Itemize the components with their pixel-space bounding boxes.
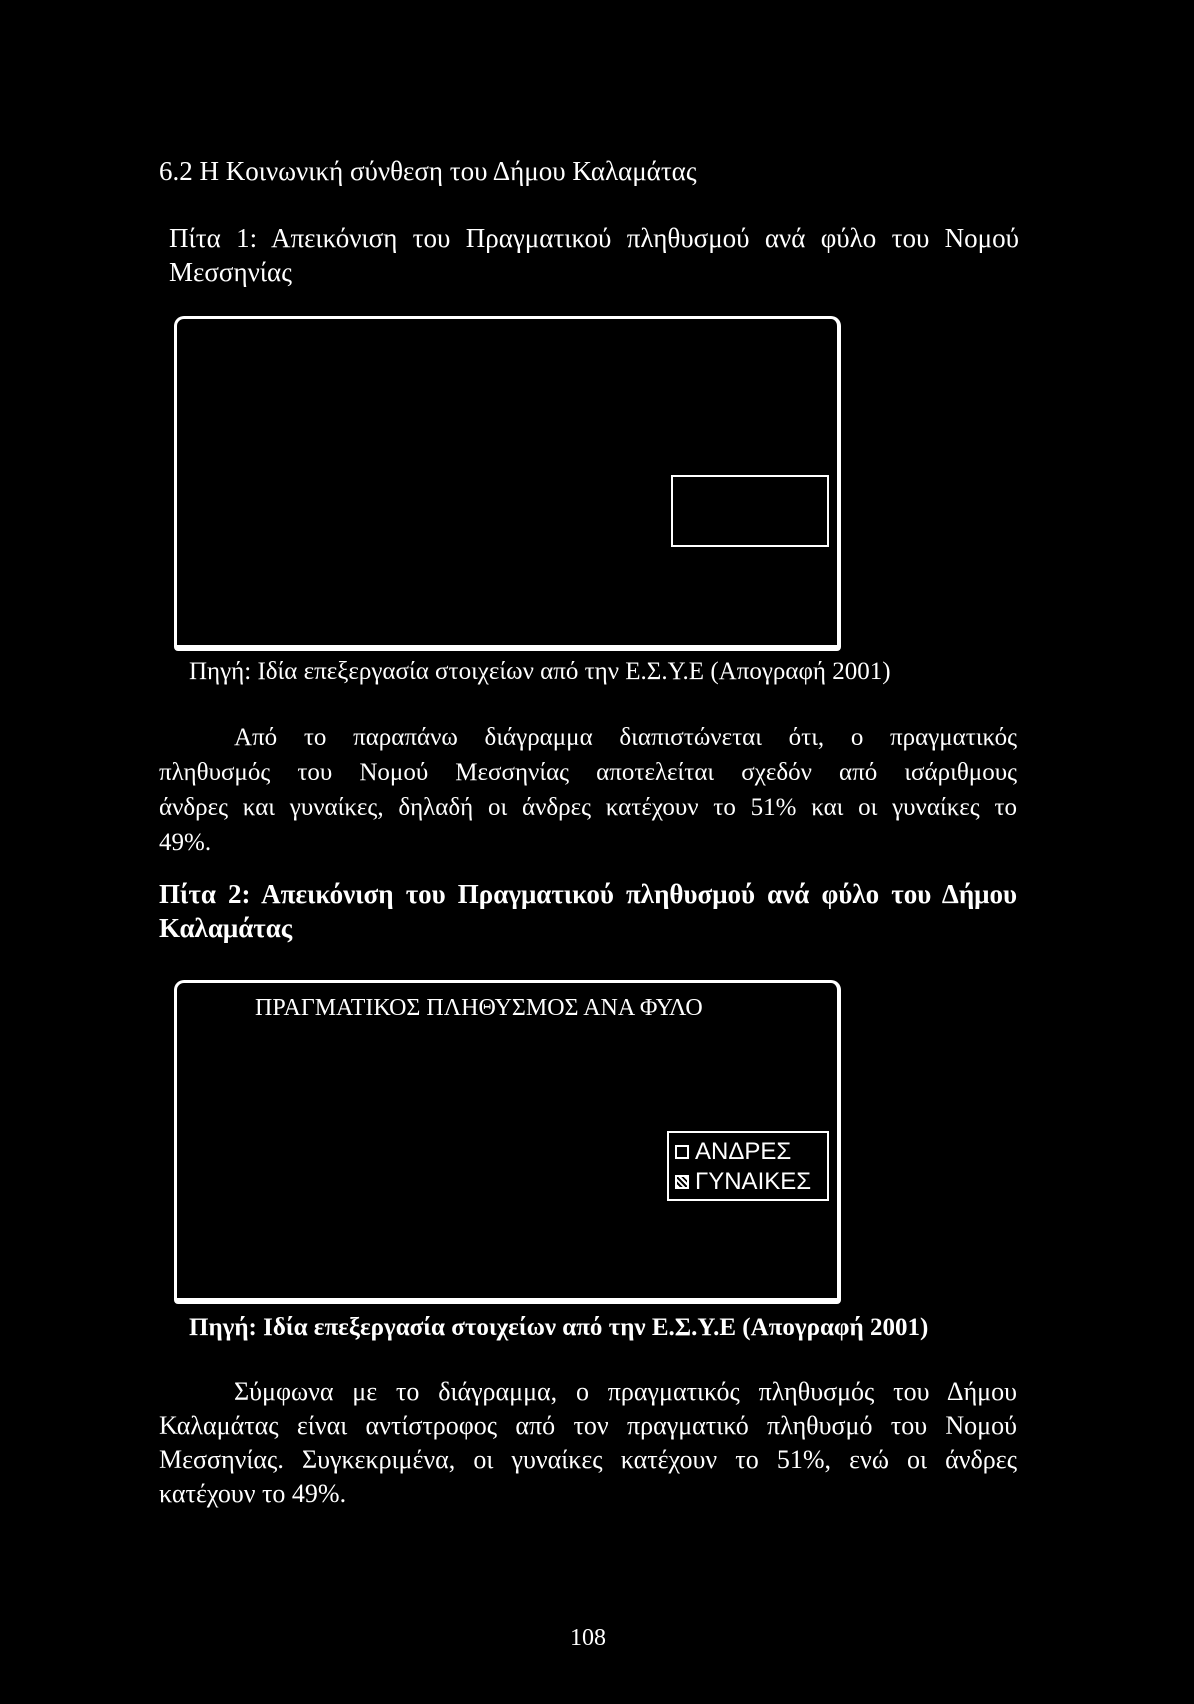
chart2-caption-line1: Πίτα 2: Απεικόνιση του Πραγματικού πληθυσμού ανά φύλο του Δήμου — [159, 879, 1017, 909]
chart1-caption-line1: Πίτα 1: Απεικόνιση του Πραγματικού πληθυσμού ανά φύλο του Νομού — [169, 223, 1019, 253]
paragraph-2-line3: Μεσσηνίας. Συγκεκριμένα, οι γυναίκες κατέχουν το 51%, ενώ οι άνδρες — [159, 1445, 1017, 1474]
legend-label-women: ΓΥΝΑΙΚΕΣ — [695, 1168, 812, 1195]
paragraph-2 — [159, 1375, 1017, 1511]
chart2-title: ΠΡΑΓΜΑΤΙΚΟΣ ΠΛΗΘΥΣΜΟΣ ΑΝΑ ΦΥΛΟ — [255, 995, 703, 1021]
chart1-legend-box — [671, 475, 829, 547]
paragraph-2-line1: Σύμφωνα με το διάγραμμα, ο πραγματικός πληθυσμός του Δήμου — [234, 1377, 1017, 1406]
legend-swatch-women — [675, 1175, 689, 1189]
paragraph-1 — [159, 720, 1017, 860]
chart1-frame — [174, 316, 841, 651]
chart2-source: Πηγή: Ιδία επεξεργασία στοιχείων από την Ε.Σ.Υ.Ε (Απογραφή 2001) — [189, 1314, 929, 1341]
legend-item-men — [669, 1137, 827, 1167]
paragraph-1-line3: άνδρες και γυναίκες, δηλαδή οι άνδρες κατέχουν το 51% και οι γυναίκες το — [159, 794, 1017, 821]
chart2-caption-line2: Καλαμάτας — [159, 913, 293, 943]
page-number: 108 — [570, 1625, 606, 1651]
paragraph-2-line2: Καλαμάτας είναι αντίστροφος από τον πραγματικό πληθυσμό του Νομού — [159, 1411, 1017, 1440]
chart2-frame — [174, 980, 841, 1304]
paragraph-1-line2: πληθυσμός του Νομού Μεσσηνίας αποτελείται σχεδόν από ισάριθμους — [159, 759, 1017, 786]
paragraph-1-line4: 49%. — [159, 829, 212, 856]
legend-swatch-men — [675, 1145, 689, 1159]
chart2-legend — [667, 1131, 829, 1201]
chart2-caption — [159, 877, 1017, 945]
paragraph-1-line1: Από το παραπάνω διάγραμμα διαπιστώνεται ότι, ο πραγματικός — [234, 724, 1017, 751]
section-title: 6.2 Η Κοινωνική σύνθεση του Δήμου Καλαμάτας — [159, 156, 697, 186]
legend-item-women — [669, 1167, 827, 1197]
chart1-source: Πηγή: Ιδία επεξεργασία στοιχείων από την Ε.Σ.Υ.Ε (Απογραφή 2001) — [189, 658, 891, 685]
chart1-caption-line2: Μεσσηνίας — [169, 257, 292, 287]
chart1-caption — [169, 221, 1019, 289]
legend-label-men: ΑΝΔΡΕΣ — [695, 1138, 792, 1165]
paragraph-2-line4: κατέχουν το 49%. — [159, 1479, 347, 1508]
